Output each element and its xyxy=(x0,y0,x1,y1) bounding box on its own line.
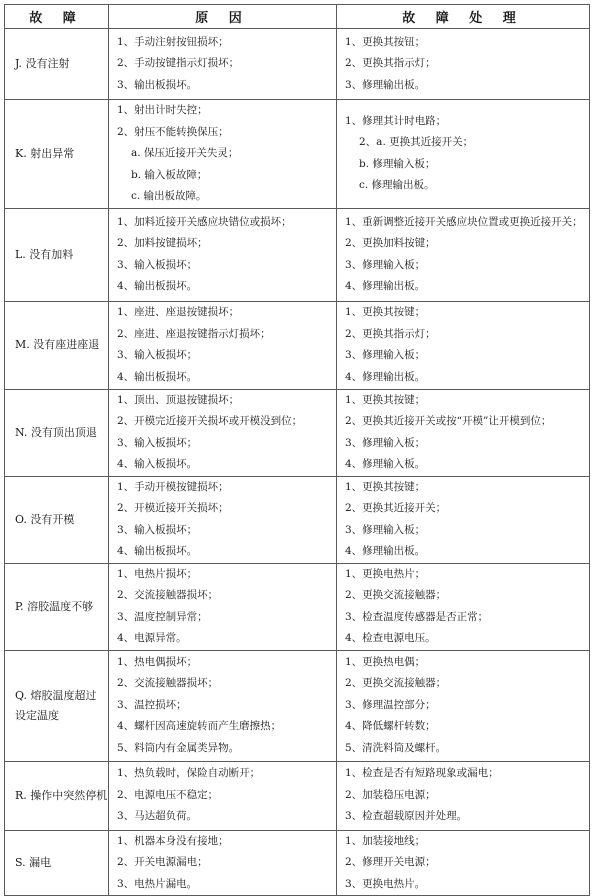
cause-item: a. 保压近接开关失灵； xyxy=(131,147,239,159)
cause-item: 1、手动注射按钮损坏； xyxy=(117,35,229,48)
solution-item: 1、更换其按键； xyxy=(345,306,426,318)
cause-item: 3、马达超负荷。 xyxy=(117,810,198,823)
fault-table xyxy=(4,4,590,896)
solution-item: 3、检查温度传感器是否正常； xyxy=(345,610,489,623)
cause-item: 2、开模完近接开关损坏或开模没到位； xyxy=(117,415,303,427)
fault-cell xyxy=(5,830,109,896)
cause-cell xyxy=(109,761,337,830)
fault-label: R. 操作中突然停机 xyxy=(15,788,108,802)
cause-item: 2、开关电源漏电； xyxy=(117,856,208,868)
fault-label: L. 没有加料 xyxy=(15,247,74,261)
cause-item: 2、开模近接开关损坏； xyxy=(117,502,229,514)
cause-item: 4、输入板损坏。 xyxy=(117,458,198,470)
cause-item: 1、电热片损坏； xyxy=(117,567,198,580)
cause-cell xyxy=(109,650,337,761)
cause-item: 1、顶出、顶退按键损坏； xyxy=(117,393,240,406)
cause-item: 1、机器本身没有接地； xyxy=(117,834,229,847)
cause-item: 3、输入板损坏； xyxy=(117,436,198,449)
fault-label: O. 没有开模 xyxy=(15,512,75,526)
fault-label: Q. 熔胶温度超过 xyxy=(15,688,97,702)
fault-cell xyxy=(5,100,109,209)
cause-item: 2、交流接触器损坏； xyxy=(117,589,219,601)
solution-item: 2、a. 更换其近接开关； xyxy=(359,136,474,149)
solution-item: 2、修理开关电源； xyxy=(345,856,436,868)
cause-item: 2、加料按键损坏； xyxy=(117,237,208,249)
fault-cell xyxy=(5,389,109,476)
cause-item: 2、电源电压不稳定； xyxy=(117,788,219,801)
fault-cell xyxy=(5,476,109,563)
cause-item: 3、输入板损坏； xyxy=(117,258,198,271)
solution-cell xyxy=(337,830,590,896)
fault-cell xyxy=(5,650,109,761)
cause-item: 3、温度控制异常； xyxy=(117,610,208,623)
solution-item: 2、更换其近接开关； xyxy=(345,502,447,514)
solution-item: 4、检查电源电压。 xyxy=(345,632,436,644)
cause-item: 1、手动开模按键损坏； xyxy=(117,480,229,493)
cause-item: 3、电热片漏电。 xyxy=(117,877,198,890)
solution-item: 2、更换其指示灯； xyxy=(345,57,436,70)
solution-cell xyxy=(337,29,590,100)
solution-item: 2、更换交流接触器； xyxy=(345,589,447,601)
cause-item: 2、射压不能转换保压； xyxy=(117,125,229,138)
table-row xyxy=(5,301,590,389)
cause-item: 5、料筒内有金属类异物。 xyxy=(117,741,240,754)
cause-cell xyxy=(109,208,337,301)
solution-item: 1、更换电热片； xyxy=(345,567,426,580)
solution-item: 3、修理输入板； xyxy=(345,523,426,536)
solution-item: c. 修理输出板。 xyxy=(359,179,435,192)
fault-cell xyxy=(5,29,109,100)
solution-item: 2、更换其近接开关或按“开模”让开模到位； xyxy=(345,415,552,427)
cause-cell xyxy=(109,476,337,563)
solution-cell xyxy=(337,563,590,650)
solution-item: 5、清洗料筒及螺杆。 xyxy=(345,741,447,754)
fault-label: K. 射出异常 xyxy=(15,146,75,160)
cause-item: 1、热负载时，保险自动断开； xyxy=(117,767,261,780)
cause-cell xyxy=(109,563,337,650)
solution-item: 3、更换电热片。 xyxy=(345,877,426,890)
solution-item: 1、修理其计时电路； xyxy=(345,114,447,127)
cause-item: 3、输入板损坏； xyxy=(117,349,198,361)
header-row xyxy=(5,5,590,29)
solution-cell xyxy=(337,208,590,301)
fault-label: M. 没有座进座退 xyxy=(15,338,100,351)
cause-cell xyxy=(109,100,337,209)
fault-cell xyxy=(5,301,109,389)
solution-item: 2、更换交流接触器； xyxy=(345,677,447,690)
solution-item: 1、更换其按钮； xyxy=(345,35,426,48)
cause-item: 4、输出板损坏。 xyxy=(117,280,198,292)
fault-label: S. 漏电 xyxy=(15,855,52,869)
table-row xyxy=(5,389,590,476)
solution-item: 4、修理输入板。 xyxy=(345,458,426,470)
solution-item: 2、更换其指示灯； xyxy=(345,327,436,340)
solution-item: 1、更换热电偶； xyxy=(345,655,426,668)
solution-item: 3、修理输入板； xyxy=(345,258,426,271)
table-row xyxy=(5,208,590,301)
cause-item: c. 输出板故障。 xyxy=(131,190,207,202)
solution-item: 4、修理输出板。 xyxy=(345,370,426,383)
table-row xyxy=(5,830,590,896)
cause-item: 2、座进、座退按键指示灯损坏； xyxy=(117,327,271,340)
cause-item: 1、射出计时失控； xyxy=(117,104,208,116)
table-row xyxy=(5,29,590,100)
table-row xyxy=(5,563,590,650)
cause-item: 3、输出板损坏。 xyxy=(117,78,198,91)
header-cause: 原 因 xyxy=(109,5,337,29)
table-row xyxy=(5,100,590,209)
fault-label: N. 没有顶出顶退 xyxy=(15,425,97,439)
cause-item: b. 输入板故障； xyxy=(131,168,208,181)
solution-item: 3、修理温控部分； xyxy=(345,698,436,711)
cause-item: 1、热电偶损坏； xyxy=(117,655,198,668)
solution-item: 1、更换其按键； xyxy=(345,393,426,406)
fault-cell xyxy=(5,761,109,830)
solution-item: 1、重新调整近接开关感应块位置或更换近接开关； xyxy=(345,215,583,228)
cause-item: 4、螺杆因高速旋转而产生磨擦热； xyxy=(117,720,282,733)
table-row xyxy=(5,761,590,830)
solution-item: b. 修理输入板； xyxy=(359,157,436,170)
solution-item: 4、修理输出板。 xyxy=(345,280,426,292)
cause-item: 1、加料近接开关感应块错位或损坏； xyxy=(117,215,292,228)
solution-cell xyxy=(337,100,590,209)
header-solution: 故 障 处 理 xyxy=(337,5,590,29)
cause-item: 3、输入板损坏； xyxy=(117,523,198,536)
cause-cell xyxy=(109,29,337,100)
solution-cell xyxy=(337,476,590,563)
table-row xyxy=(5,476,590,563)
solution-item: 1、更换其按键； xyxy=(345,480,426,493)
solution-item: 3、修理输入板； xyxy=(345,436,426,449)
solution-item: 1、加装接地线； xyxy=(345,834,426,847)
cause-item: 4、输出板损坏。 xyxy=(117,545,198,557)
fault-cell xyxy=(5,208,109,301)
table-row xyxy=(5,650,590,761)
solution-cell xyxy=(337,389,590,476)
cause-cell xyxy=(109,301,337,389)
solution-item: 3、检查超载原因并处理。 xyxy=(345,810,468,823)
cause-cell xyxy=(109,830,337,896)
solution-cell xyxy=(337,301,590,389)
cause-item: 4、输出板损坏。 xyxy=(117,370,198,383)
solution-item: 3、修理输出板。 xyxy=(345,78,426,91)
solution-item: 4、降低螺杆转数； xyxy=(345,720,436,733)
cause-cell xyxy=(109,389,337,476)
solution-cell xyxy=(337,761,590,830)
header-fault: 故 障 xyxy=(5,5,109,29)
fault-label: J. 没有注射 xyxy=(15,57,70,70)
fault-label: 设定温度 xyxy=(15,708,59,722)
cause-item: 3、温控损坏； xyxy=(117,698,187,711)
solution-item: 2、更换加料按键； xyxy=(345,237,436,249)
cause-item: 2、交流接触器损坏； xyxy=(117,677,219,690)
solution-cell xyxy=(337,650,590,761)
fault-cell xyxy=(5,563,109,650)
solution-item: 4、修理输出板。 xyxy=(345,545,426,557)
solution-item: 1、检查是否有短路现象或漏电； xyxy=(345,767,499,780)
cause-item: 2、手动按键指示灯损坏； xyxy=(117,57,240,70)
solution-item: 2、加装稳压电源； xyxy=(345,788,436,801)
solution-item: 3、修理输入板； xyxy=(345,349,426,361)
cause-item: 4、电源异常。 xyxy=(117,632,187,644)
fault-label: P. 溶胶温度不够 xyxy=(15,599,94,613)
cause-item: 1、座进、座退按键损坏； xyxy=(117,306,240,318)
